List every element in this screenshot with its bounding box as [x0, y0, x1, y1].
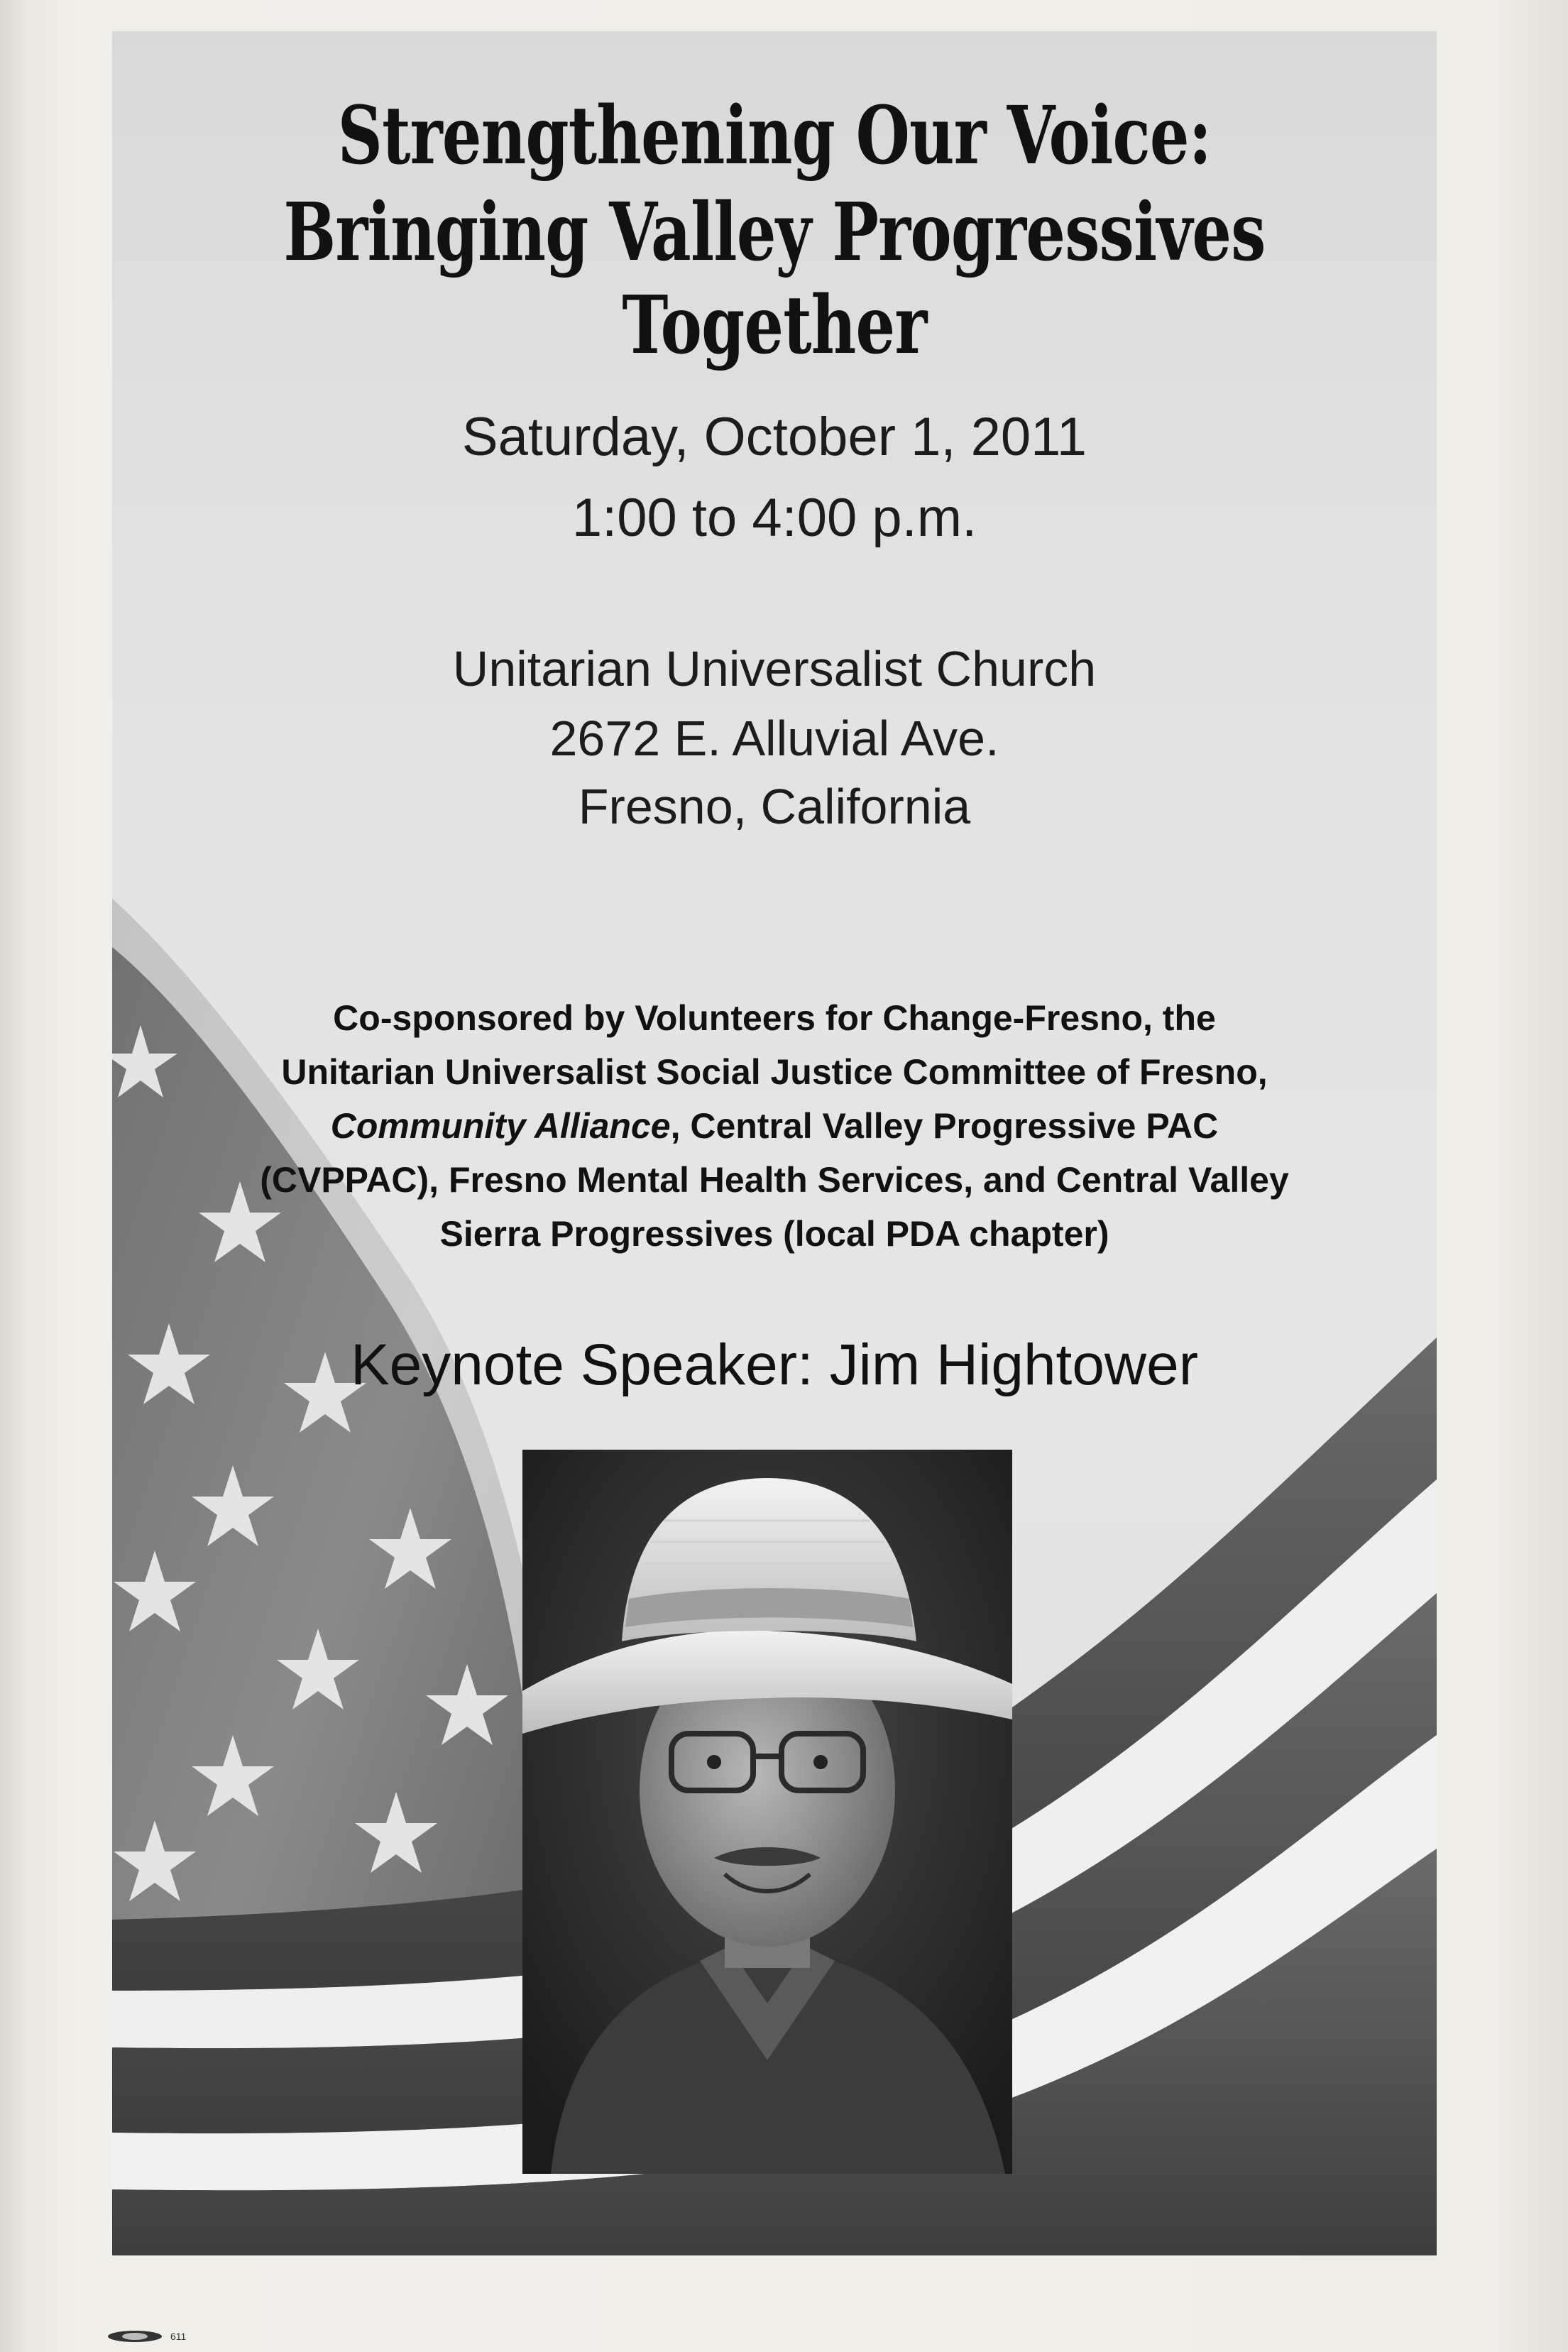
headline-line-1: Strengthening Our Voice: [337, 89, 1212, 182]
event-date: Saturday, October 1, 2011 [461, 407, 1087, 467]
cosponsors-line-3-rest: , Central Valley Progressive PAC [670, 1106, 1219, 1146]
venue-name: Unitarian Universalist Church [452, 641, 1097, 696]
headline-line-2: Bringing Valley Progressives Together [283, 186, 1266, 372]
portrait-photo [522, 1450, 1012, 2174]
magazine-logo-icon [106, 2330, 163, 2343]
cosponsors-line-2: Unitarian Universalist Social Justice Committee of Fresno, [281, 1052, 1268, 1092]
page-number: 611 [170, 2331, 187, 2342]
cosponsors-line-5: Sierra Progressives (local PDA chapter) [439, 1214, 1109, 1254]
cosponsors-block [112, 991, 1437, 1261]
portrait-illustration [522, 1450, 1012, 2174]
cosponsors-line-3 [112, 1099, 1437, 1153]
event-time: 1:00 to 4:00 p.m. [571, 488, 977, 548]
venue-street: 2672 E. Alluvial Ave. [549, 711, 999, 766]
publication-name: Community Alliance [330, 1106, 671, 1146]
event-flyer [112, 31, 1437, 2255]
keynote-speaker: Keynote Speaker: Jim Hightower [350, 1333, 1199, 1397]
cosponsors-line-4: (CVPPAC), Fresno Mental Health Services, and Central Valley [260, 1160, 1289, 1200]
venue-city: Fresno, California [578, 779, 971, 834]
page-footer [106, 2329, 186, 2344]
cosponsors-line-1: Co-sponsored by Volunteers for Change-Fresno, the [333, 998, 1216, 1038]
